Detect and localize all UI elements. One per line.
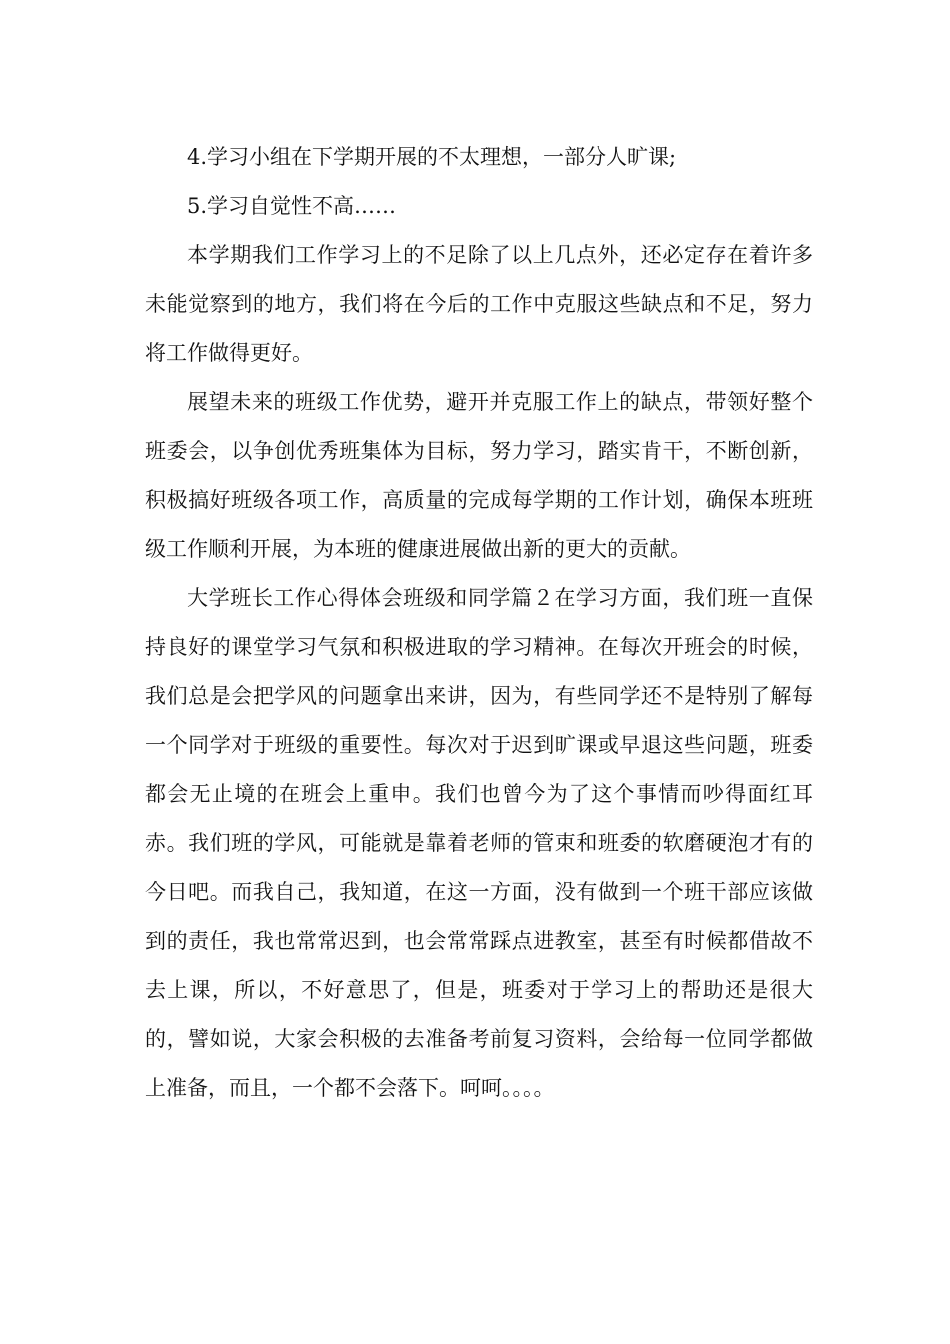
- document-body: [145, 133, 813, 1113]
- paragraph: 大学班长工作心得体会班级和同学篇２在学习方面，我们班一直保持良好的课堂学习气氛和积极进取的学习精神。在每次开班会的时候，我们总是会把学风的问题拿出来讲，因为，有些同学还不是特别了解每一个同学对于班级的重要性。每次对于迟到旷课或早退这些问题，班委都会无止境的在班会上重申。我们也曾今为了这个事情而吵得面红耳赤。我们班的学风，可能就是靠着老师的管束和班委的软磨硬泡才有的今日吧。而我自己，我知道，在这一方面，没有做到一个班干部应该做到的责任，我也常常迟到，也会常常踩点进教室，甚至有时候都借故不去上课，所以，不好意思了，但是，班委对于学习上的帮助还是很大的，譬如说，大家会积极的去准备考前复习资料，会给每一位同学都做上准备，而且，一个都不会落下。呵呵。。。。: [145, 586, 813, 1100]
- paragraph: 4.学习小组在下学期开展的不太理想，一部分人旷课;: [187, 145, 677, 169]
- paragraph: 5.学习自觉性不高……: [187, 194, 397, 218]
- paragraph: 展望未来的班级工作优势，避开并克服工作上的缺点，带领好整个班委会，以争创优秀班集体为目标，努力学习，踏实肯干，不断创新，积极搞好班级各项工作，高质量的完成每学期的工作计划，确保本班班级工作顺利开展，为本班的健康进展做出新的更大的贡献。: [145, 390, 813, 561]
- paragraph: 本学期我们工作学习上的不足除了以上几点外，还必定存在着许多未能觉察到的地方，我们将在今后的工作中克服这些缺点和不足，努力将工作做得更好。: [145, 243, 813, 365]
